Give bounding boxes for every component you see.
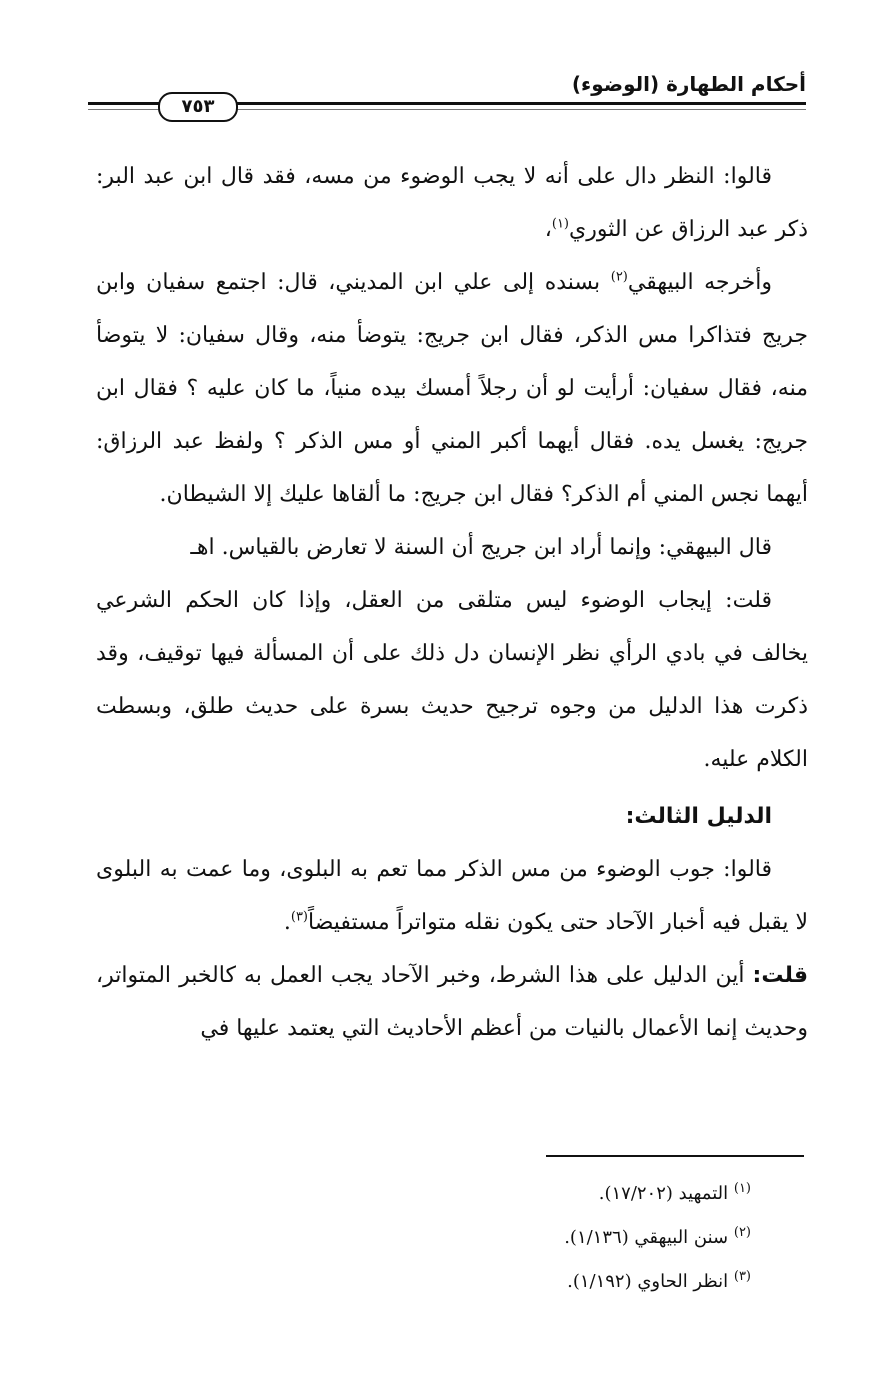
paragraph-1 xyxy=(96,150,808,256)
footnote-3-text: انظر الحاوي (١/١٩٢). xyxy=(567,1271,734,1292)
page-header xyxy=(88,68,806,128)
paragraph-6 xyxy=(96,949,808,1055)
paragraph-2-start: وأخرجه البيهقي xyxy=(627,270,773,295)
paragraph-2 xyxy=(96,256,808,521)
footnote-2 xyxy=(351,1216,751,1260)
footnote-3 xyxy=(351,1260,751,1304)
paragraph-4: قلت: إيجاب الوضوء ليس متلقى من العقل، وإذا كان الحكم الشرعي يخالف في بادي الرأي نظر الإنسان دل ذلك على أن المسألة فيها توقيف، وقد ذكرت هذا الدليل من وجوه ترجيح حديث بسرة على حديث طلق، وبسطت الكلام عليه. xyxy=(96,588,808,772)
paragraph-3: قال البيهقي: وإنما أراد ابن جريج أن السنة لا تعارض بالقياس. اهـ xyxy=(190,535,772,560)
book-title: أحكام الطهارة (الوضوء) xyxy=(571,72,806,96)
paragraph-5-text: قالوا: جوب الوضوء من مس الذكر مما تعم به البلوى، وما عمت به البلوى لا يقبل فيه أخبار الآحاد حتى يكون نقله متواتراً مستفيضاً xyxy=(96,857,808,935)
paragraph-1-text: قالوا: النظر دال على أنه لا يجب الوضوء من مسه، فقد قال ابن عبد البر: ذكر عبد الرزاق عن الثوري xyxy=(96,164,808,242)
footnote-ref-1: (١) xyxy=(551,216,569,232)
paragraph-6-text: أين الدليل على هذا الشرط، وخبر الآحاد يجب العمل به كالخبر المتواتر، وحديث إنما الأعمال بالنيات من أعظم الأحاديث التي يعتمد عليها في xyxy=(96,963,808,1041)
paragraph-5-end: . xyxy=(283,910,291,935)
paragraph-5 xyxy=(96,843,808,949)
footnote-ref-2: (٢) xyxy=(610,269,628,285)
footnote-2-number: (٢) xyxy=(733,1225,751,1240)
main-text xyxy=(96,150,808,1055)
section-heading: الدليل الثالث: xyxy=(625,804,772,829)
footnote-1 xyxy=(351,1172,751,1216)
footnote-2-text: سنن البيهقي (١/١٣٦). xyxy=(564,1227,734,1248)
footnotes xyxy=(351,1172,751,1304)
footnote-1-number: (١) xyxy=(733,1181,751,1196)
header-rule-left xyxy=(88,102,168,105)
footnote-ref-3: (٣) xyxy=(290,909,308,925)
header-rule xyxy=(228,102,806,105)
page-number: ٧٥٣ xyxy=(158,92,238,122)
footnote-1-text: التمهيد (١٧/٢٠٢). xyxy=(598,1183,734,1204)
paragraph-2-text: بسنده إلى علي ابن المديني، قال: اجتمع سفيان وابن جريج فتذاكرا مس الذكر، فقال ابن جريج: يتوضأ منه، وقال سفيان: لا يتوضأ منه، فقال سفيان: أرأيت لو أن رجلاً أمسك بيده منياً، ما كان عليه ؟ فقال ابن جريج: يغسل يده. فقال أيهما أكبر المني أو مس الذكر ؟ ولفظ عبد الرزاق: أيهما نجس المني أم الذكر؟ فقال ابن جريج: ما ألقاها عليك إلا الشيطان. xyxy=(96,270,808,507)
footnote-separator xyxy=(546,1155,804,1157)
paragraph-6-lead: قلت: xyxy=(752,963,808,988)
paragraph-1-end: ، xyxy=(544,217,552,242)
footnote-3-number: (٣) xyxy=(733,1269,751,1284)
